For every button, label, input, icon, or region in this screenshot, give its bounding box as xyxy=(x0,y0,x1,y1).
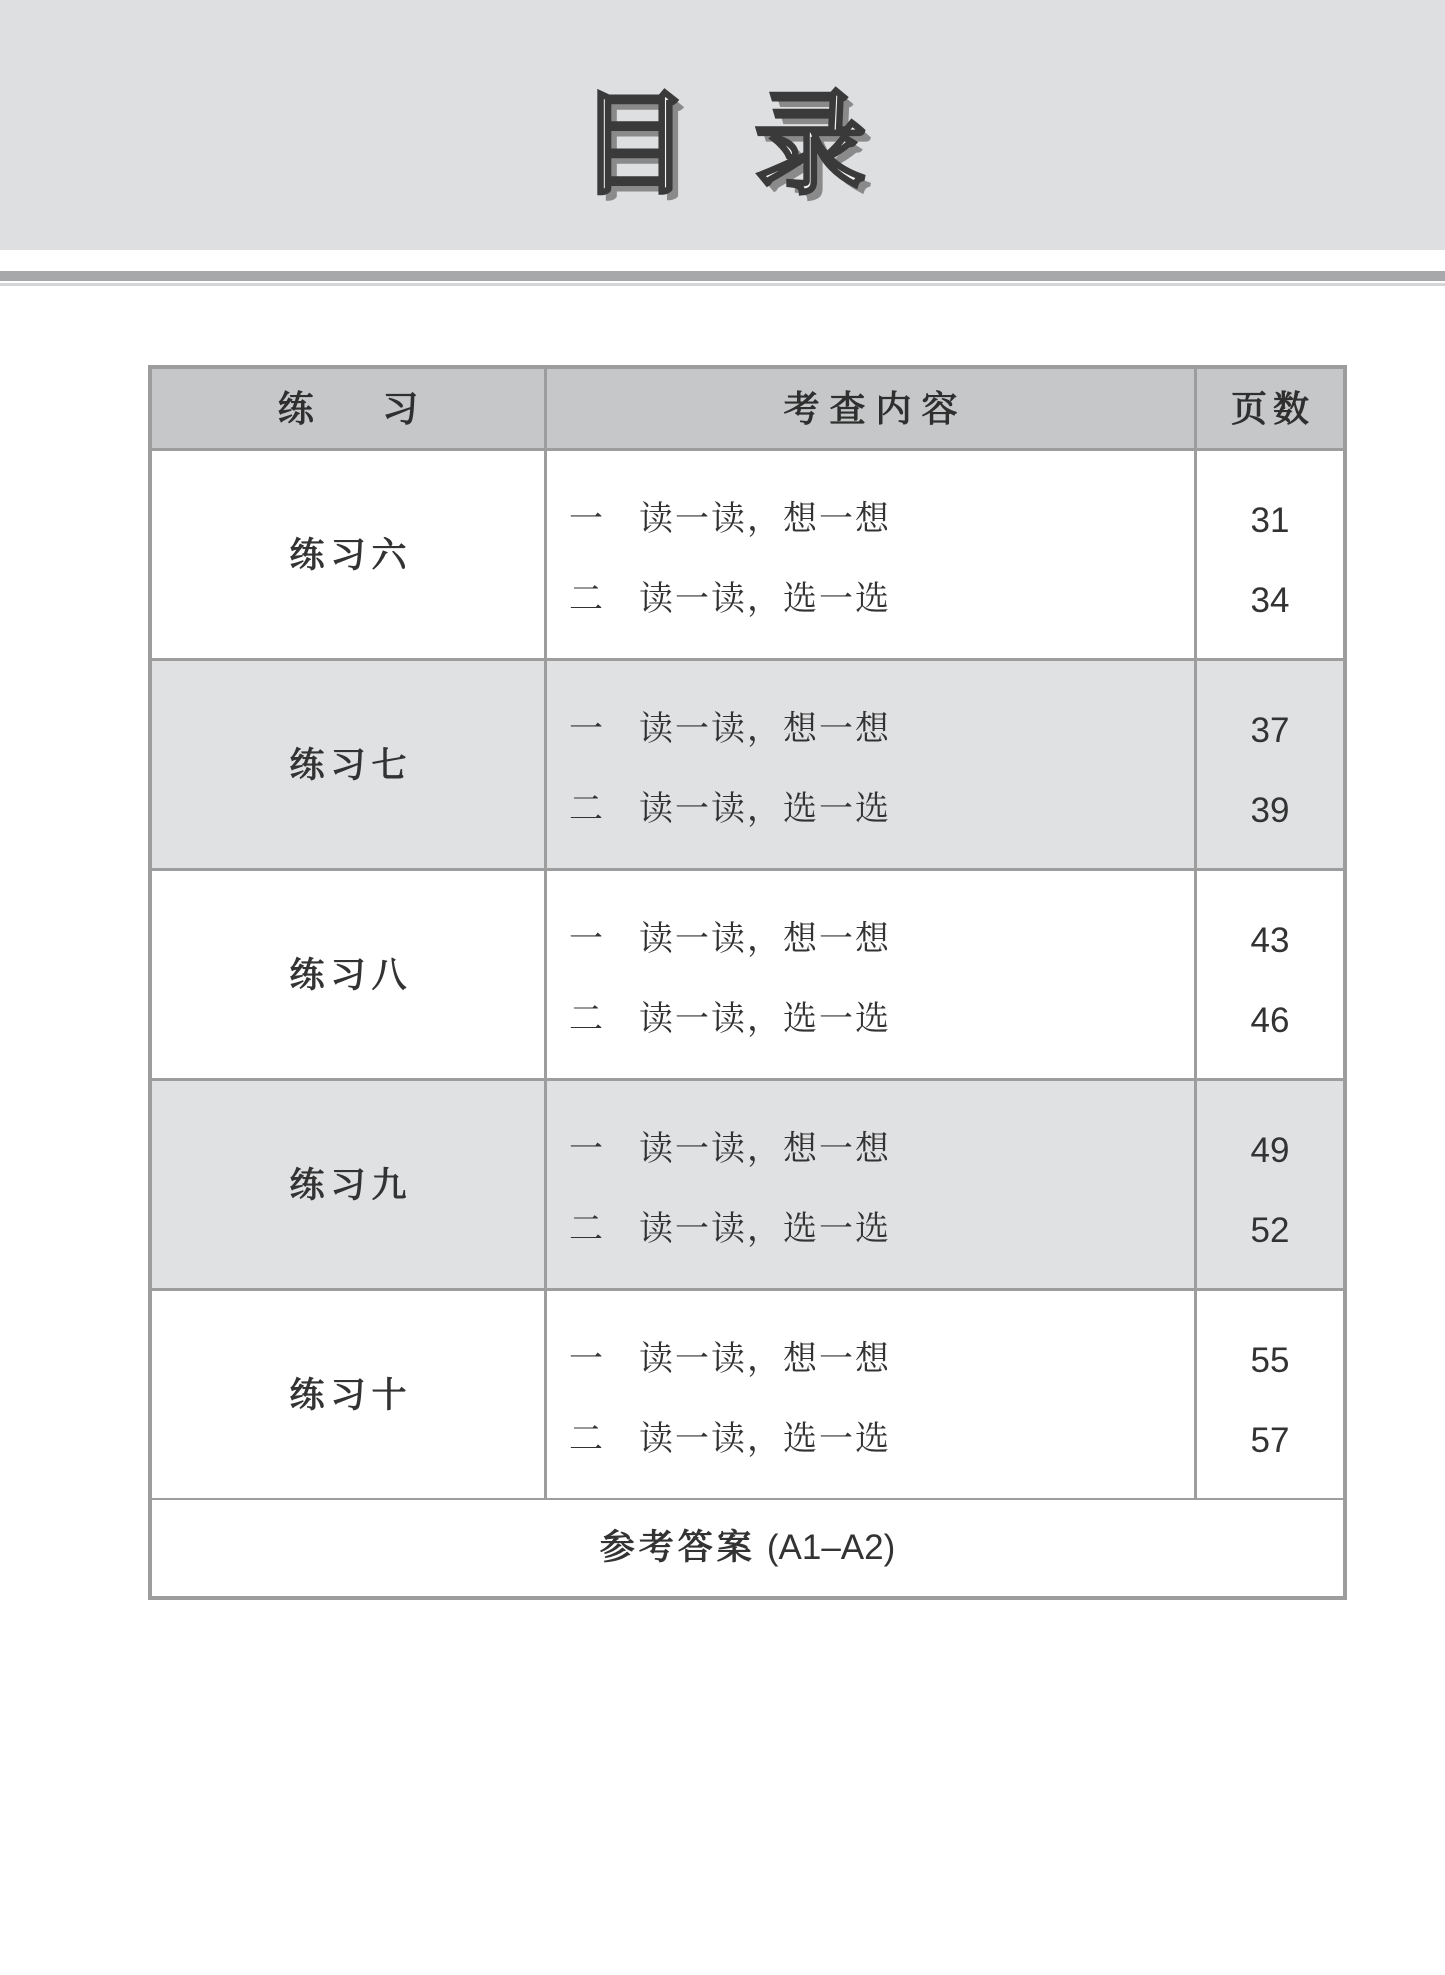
header-page-label: 页数 xyxy=(1230,389,1315,430)
table-row xyxy=(152,451,1343,661)
item-number: 二 xyxy=(569,579,603,619)
content-item[interactable] xyxy=(547,494,1197,544)
answer-key-entry xyxy=(152,1500,1343,1596)
item-number: 二 xyxy=(569,999,603,1039)
page-number: 39 xyxy=(1250,791,1290,830)
page-cell xyxy=(1197,661,1343,868)
answer-key-pages: (A1–A2) xyxy=(766,1528,896,1567)
table-header xyxy=(152,369,1343,451)
page-number: 49 xyxy=(1250,1131,1290,1170)
item-title: 读一读，想一想 xyxy=(639,709,891,749)
item-title: 读一读，想一想 xyxy=(639,499,891,539)
table-row xyxy=(152,1081,1343,1291)
page-cell xyxy=(1197,1081,1343,1288)
content-cell xyxy=(547,1291,1197,1498)
table-row xyxy=(152,1291,1343,1501)
page-number: 34 xyxy=(1250,581,1290,620)
content-item[interactable] xyxy=(547,574,1197,624)
content-item[interactable] xyxy=(547,704,1197,754)
item-title: 读一读，选一选 xyxy=(639,579,891,619)
item-title: 读一读，选一选 xyxy=(639,789,891,829)
page-cell xyxy=(1197,1291,1343,1498)
answer-key-row[interactable] xyxy=(152,1500,1343,1596)
content-item[interactable] xyxy=(547,914,1197,964)
item-number: 二 xyxy=(569,1209,603,1249)
item-number: 一 xyxy=(569,1339,603,1379)
content-cell xyxy=(547,1081,1197,1288)
header-cell-page xyxy=(1197,369,1343,448)
page-number: 46 xyxy=(1250,1001,1290,1040)
item-number: 二 xyxy=(569,789,603,829)
content-item[interactable] xyxy=(547,1204,1197,1254)
header-cell-content xyxy=(547,369,1197,448)
page-number: 43 xyxy=(1250,921,1290,960)
item-title: 读一读，选一选 xyxy=(639,1419,891,1459)
header-cell-exercise xyxy=(152,369,547,448)
exercise-cell xyxy=(152,871,547,1078)
contents-table xyxy=(148,365,1347,1600)
page-number: 57 xyxy=(1250,1421,1290,1460)
exercise-cell xyxy=(152,661,547,868)
exercise-name: 练习十 xyxy=(289,1376,413,1416)
content-item[interactable] xyxy=(547,1334,1197,1384)
table-row xyxy=(152,661,1343,871)
item-title: 读一读，选一选 xyxy=(639,1209,891,1249)
item-number: 一 xyxy=(569,919,603,959)
page-number: 52 xyxy=(1250,1211,1290,1250)
title-banner xyxy=(0,0,1445,250)
page-number: 37 xyxy=(1250,711,1290,750)
page-number: 31 xyxy=(1250,501,1290,540)
item-title: 读一读，想一想 xyxy=(639,919,891,959)
exercise-cell xyxy=(152,451,547,658)
page-title: 目录 xyxy=(578,80,931,210)
page-cell xyxy=(1197,451,1343,658)
exercise-cell xyxy=(152,1291,547,1498)
exercise-name: 练习七 xyxy=(289,746,413,786)
item-number: 二 xyxy=(569,1419,603,1459)
exercise-cell xyxy=(152,1081,547,1288)
exercise-name: 练习九 xyxy=(289,1166,413,1206)
item-title: 读一读，选一选 xyxy=(639,999,891,1039)
content-cell xyxy=(547,661,1197,868)
item-title: 读一读，想一想 xyxy=(639,1129,891,1169)
banner-divider-thin xyxy=(0,283,1445,286)
content-item[interactable] xyxy=(547,784,1197,834)
header-content-label: 考查内容 xyxy=(783,389,968,430)
item-title: 读一读，想一想 xyxy=(639,1339,891,1379)
exercise-name: 练习六 xyxy=(289,536,413,576)
page-cell xyxy=(1197,871,1343,1078)
content-cell xyxy=(547,451,1197,658)
page-number: 55 xyxy=(1250,1341,1290,1380)
table-row xyxy=(152,871,1343,1081)
exercise-name: 练习八 xyxy=(289,956,413,996)
item-number: 一 xyxy=(569,499,603,539)
content-item[interactable] xyxy=(547,1414,1197,1464)
header-exercise-label: 练 习 xyxy=(277,389,447,430)
content-cell xyxy=(547,871,1197,1078)
content-item[interactable] xyxy=(547,994,1197,1044)
content-item[interactable] xyxy=(547,1124,1197,1174)
item-number: 一 xyxy=(569,1129,603,1169)
banner-divider xyxy=(0,271,1445,281)
item-number: 一 xyxy=(569,709,603,749)
answer-key-label: 参考答案 xyxy=(599,1528,756,1568)
